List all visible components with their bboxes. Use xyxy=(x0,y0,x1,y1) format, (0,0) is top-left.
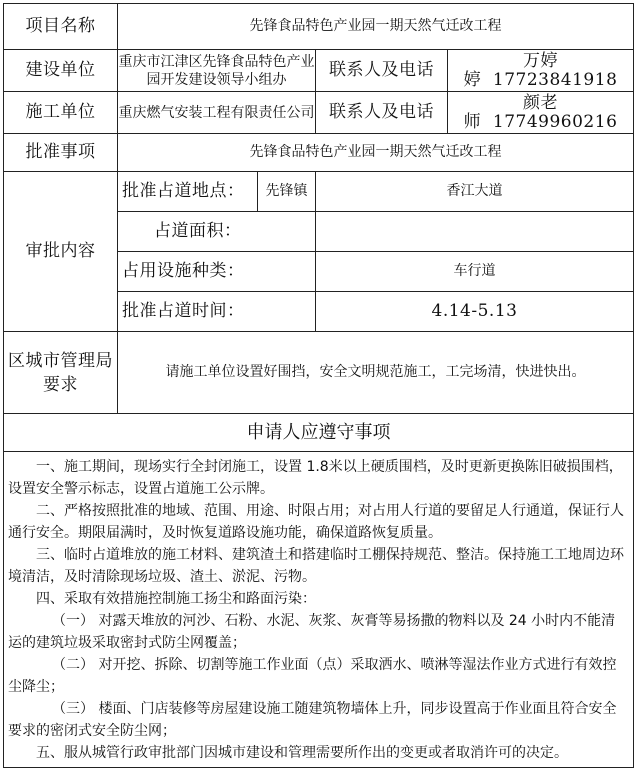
row-notes-title xyxy=(4,414,634,452)
builder-contact-phone: 17723841918 xyxy=(492,69,618,90)
notes-title: 申请人应遵守事项 xyxy=(4,414,634,452)
approval-item-label: 批准事项 xyxy=(4,134,118,172)
note-item: （二） 对开挖、拆除、切割等施工作业面（点）采取洒水、喷淋等湿法作业方式进行有效控尘降尘； xyxy=(8,657,617,695)
time-label: 批准占道时间： xyxy=(118,292,316,332)
row-constructor xyxy=(4,92,634,134)
note-item: 三、临时占道堆放的施工材料、建筑渣土和搭建临时工棚保持规范、整洁。保持施工工地周边环境清洁，及时清除现场垃圾、渣土、淤泥、污物。 xyxy=(8,547,624,585)
constructor-label: 施工单位 xyxy=(4,92,118,134)
location-label: 批准占道地点： xyxy=(118,172,258,212)
constructor-contact-name: 颜老师 xyxy=(463,92,558,132)
constructor-contact xyxy=(448,92,634,134)
builder-contact-name: 万婷婷 xyxy=(463,50,558,90)
area-label: 占道面积： xyxy=(118,212,316,252)
approval-content-label: 审批内容 xyxy=(4,172,118,332)
location-road: 香江大道 xyxy=(316,172,634,212)
row-project xyxy=(4,4,634,50)
note-item: 四、采取有效措施控制施工扬尘和路面污染： xyxy=(36,591,316,607)
location-town: 先锋镇 xyxy=(258,172,316,212)
row-notes-body xyxy=(4,452,634,768)
row-approval-item xyxy=(4,134,634,172)
row-bureau xyxy=(4,332,634,414)
bureau-label: 区城市管理局要求 xyxy=(4,332,118,414)
builder-contact xyxy=(448,50,634,92)
constructor-value: 重庆燃气安装工程有限责任公司 xyxy=(118,92,316,134)
row-builder xyxy=(4,50,634,92)
builder-label: 建设单位 xyxy=(4,50,118,92)
note-item: 五、服从城管行政审批部门因城市建设和管理需要所作出的变更或者取消许可的决定。 xyxy=(36,745,568,761)
facility-label: 占用设施种类： xyxy=(118,252,316,292)
constructor-contact-label: 联系人及电话 xyxy=(316,92,448,134)
row-location xyxy=(4,172,634,212)
builder-contact-label: 联系人及电话 xyxy=(316,50,448,92)
permit-table xyxy=(3,3,634,768)
bureau-value: 请施工单位设置好围挡，安全文明规范施工，工完场清，快进快出。 xyxy=(118,332,634,414)
approval-item-value: 先锋食品特色产业园一期天然气迁改工程 xyxy=(118,134,634,172)
note-item: （一） 对露天堆放的河沙、石粉、水泥、灰浆、灰膏等易扬撒的物料以及 24 小时内不能清运的建筑垃圾采取密封式防尘网覆盖； xyxy=(8,613,616,651)
project-label: 项目名称 xyxy=(4,4,118,50)
project-value: 先锋食品特色产业园一期天然气迁改工程 xyxy=(118,4,634,50)
builder-value: 重庆市江津区先锋食品特色产业园开发建设领导小组办 xyxy=(118,50,316,92)
note-item: 二、严格按照批准的地域、范围、用途、时限占用；对占用人行道的要留足人行通道，保证行人通行安全。期限届满时，及时恢复道路设施功能，确保道路恢复质量。 xyxy=(8,503,624,541)
facility-value: 车行道 xyxy=(316,252,634,292)
note-item: 一、施工期间，现场实行全封闭施工，设置 1.8米以上硬质围档，及时更新更换陈旧破损围档，设置安全警示标志，设置占道施工公示牌。 xyxy=(8,459,623,497)
area-value xyxy=(316,212,634,252)
note-item: （三） 楼面、门店装修等房屋建设施工随建筑物墙体上升，同步设置高于作业面且符合安全要求的密闭式安全防尘网； xyxy=(8,701,617,739)
constructor-contact-phone: 17749960216 xyxy=(492,111,618,132)
notes-body xyxy=(4,452,634,768)
time-value: 4.14-5.13 xyxy=(316,292,634,332)
